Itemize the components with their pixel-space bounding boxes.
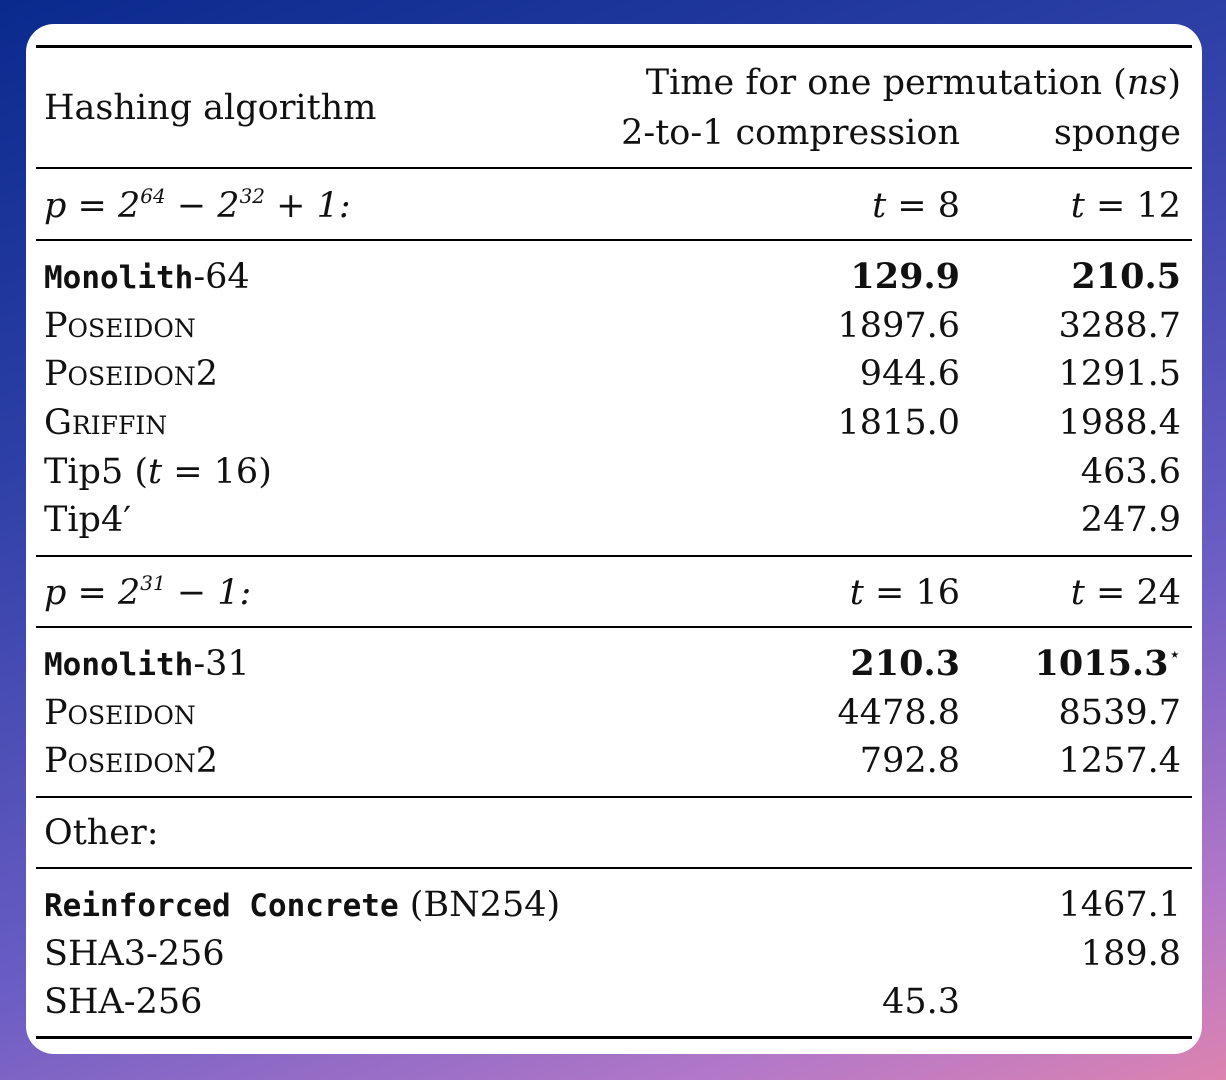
footnote-star: ⋆: [1168, 642, 1181, 666]
row-label: Poseidon: [44, 306, 196, 346]
column-header-sponge: sponge: [1053, 113, 1181, 153]
value-sponge: 8539.7: [1058, 693, 1181, 733]
row-label: Tip4′: [44, 500, 132, 540]
row-label: Monolith-31: [44, 644, 250, 684]
value-sponge: 463.6: [1080, 452, 1181, 492]
value-sponge: 189.8: [1080, 934, 1181, 974]
section-rule: [36, 796, 1192, 798]
state-size-compression: t = 16: [849, 573, 960, 613]
state-size-sponge: t = 24: [1070, 573, 1181, 613]
value-compression: 129.9: [850, 256, 960, 297]
row-label: Tip5 (t = 16): [44, 452, 272, 492]
value-sponge: 210.5: [1071, 256, 1181, 297]
header-rule: [36, 167, 1192, 169]
value-sponge: 1988.4: [1058, 403, 1181, 443]
value-sponge: 3288.7: [1058, 306, 1181, 346]
row-label: Poseidon: [44, 693, 196, 733]
section-label-other: Other:: [44, 813, 159, 853]
row-label: Reinforced Concrete (BN254): [44, 885, 561, 925]
section-rule: [36, 626, 1192, 628]
column-header-compression: 2-to-1 compression: [621, 113, 960, 153]
row-label: Monolith-64: [44, 257, 250, 297]
value-compression: 45.3: [882, 982, 960, 1022]
value-compression: 1815.0: [837, 403, 960, 443]
state-size-sponge: t = 12: [1070, 186, 1181, 226]
section-label-mersenne31: $p = 2^{31} - 1$:: [44, 571, 252, 613]
section-label-goldilocks: $p = 2^{64} - 2^{32} + 1$:: [44, 184, 351, 226]
section-rule: [36, 555, 1192, 557]
value-sponge: 1257.4: [1058, 741, 1181, 781]
value-sponge: 1467.1: [1058, 885, 1181, 925]
row-label: Poseidon2: [44, 741, 218, 781]
column-header-algorithm: Hashing algorithm: [44, 88, 377, 128]
section-rule: [36, 239, 1192, 241]
value-compression: 792.8: [859, 741, 960, 781]
row-label: Poseidon2: [44, 354, 218, 394]
value-sponge: 1015.3⋆: [1034, 642, 1181, 684]
row-label: Griffin: [44, 403, 168, 443]
bottom-rule: [36, 1036, 1192, 1039]
row-label: SHA-256: [44, 982, 203, 1022]
value-sponge: 247.9: [1080, 500, 1181, 540]
top-rule: [36, 45, 1192, 48]
value-compression: 1897.6: [837, 306, 960, 346]
value-compression: 210.3: [850, 643, 960, 684]
value-compression: 4478.8: [837, 693, 960, 733]
value-compression: 944.6: [859, 354, 960, 394]
section-rule: [36, 867, 1192, 869]
state-size-compression: t = 8: [872, 186, 960, 226]
row-label: SHA3-256: [44, 934, 225, 974]
value-sponge: 1291.5: [1058, 354, 1181, 394]
column-group-header: Time for one permutation (ns): [645, 63, 1181, 103]
